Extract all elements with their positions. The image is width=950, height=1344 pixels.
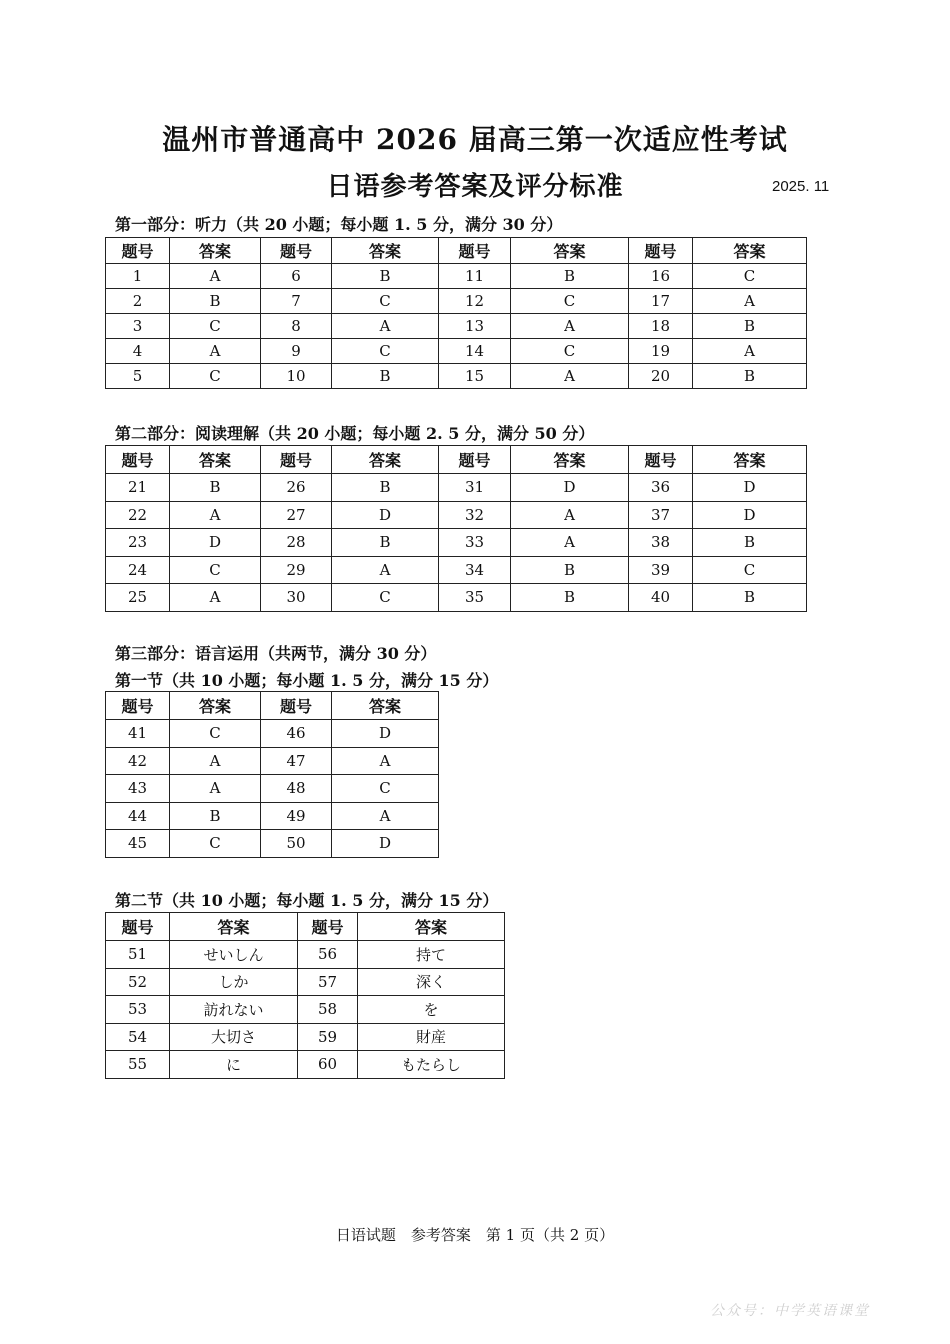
answer-cell: 深く xyxy=(358,968,505,996)
table-header-row xyxy=(106,692,439,720)
question-number-cell: 44 xyxy=(106,802,170,830)
question-number-cell: 41 xyxy=(106,720,170,748)
table-row xyxy=(106,941,505,969)
header-answer: 答案 xyxy=(170,238,261,264)
header-question-number: 题号 xyxy=(261,238,332,264)
header-answer: 答案 xyxy=(693,238,807,264)
question-number-cell: 10 xyxy=(261,364,332,389)
table-row xyxy=(106,556,807,584)
table-row xyxy=(106,289,807,314)
answer-cell: を xyxy=(358,996,505,1024)
answer-cell: A xyxy=(511,314,629,339)
table-row xyxy=(106,802,439,830)
question-number-cell: 39 xyxy=(629,556,693,584)
table-row xyxy=(106,584,807,612)
part2-heading: 第二部分：阅读理解（共 20 小题；每小题 2. 5 分，满分 50 分） xyxy=(115,424,595,443)
question-number-cell: 58 xyxy=(298,996,358,1024)
answer-cell: 訪れない xyxy=(170,996,298,1024)
answer-cell: C xyxy=(511,289,629,314)
table-row xyxy=(106,747,439,775)
answer-cell: C xyxy=(170,556,261,584)
header-answer: 答案 xyxy=(511,238,629,264)
question-number-cell: 37 xyxy=(629,501,693,529)
table-row xyxy=(106,314,807,339)
answer-cell: B xyxy=(693,314,807,339)
question-number-cell: 8 xyxy=(261,314,332,339)
answer-cell: C xyxy=(332,584,439,612)
answer-cell: B xyxy=(693,364,807,389)
answer-cell: A xyxy=(332,556,439,584)
answer-cell: B xyxy=(170,474,261,502)
table-row xyxy=(106,264,807,289)
answer-cell: もたらし xyxy=(358,1051,505,1079)
watermark: 公众号：中学英语课堂 xyxy=(710,1303,870,1319)
question-number-cell: 13 xyxy=(439,314,511,339)
question-number-cell: 35 xyxy=(439,584,511,612)
answer-cell: A xyxy=(511,364,629,389)
question-number-cell: 9 xyxy=(261,339,332,364)
answer-cell: A xyxy=(332,314,439,339)
header-question-number: 题号 xyxy=(629,446,693,474)
table-row xyxy=(106,1023,505,1051)
question-number-cell: 23 xyxy=(106,529,170,557)
question-number-cell: 29 xyxy=(261,556,332,584)
table-header-row xyxy=(106,913,505,941)
question-number-cell: 15 xyxy=(439,364,511,389)
table-row xyxy=(106,529,807,557)
question-number-cell: 36 xyxy=(629,474,693,502)
question-number-cell: 55 xyxy=(106,1051,170,1079)
question-number-cell: 30 xyxy=(261,584,332,612)
question-number-cell: 56 xyxy=(298,941,358,969)
question-number-cell: 6 xyxy=(261,264,332,289)
answer-cell: A xyxy=(511,501,629,529)
table-row xyxy=(106,364,807,389)
answer-cell: B xyxy=(332,364,439,389)
header-question-number: 题号 xyxy=(439,446,511,474)
answer-cell: A xyxy=(170,264,261,289)
answer-cell: 財産 xyxy=(358,1023,505,1051)
answer-cell: A xyxy=(170,501,261,529)
part3-section2-heading: 第二节（共 10 小题；每小题 1. 5 分，满分 15 分） xyxy=(115,891,499,910)
table-row xyxy=(106,996,505,1024)
question-number-cell: 1 xyxy=(106,264,170,289)
answer-cell: D xyxy=(693,501,807,529)
question-number-cell: 46 xyxy=(261,720,332,748)
table-row xyxy=(106,339,807,364)
question-number-cell: 14 xyxy=(439,339,511,364)
question-number-cell: 52 xyxy=(106,968,170,996)
part2-answer-table xyxy=(105,445,807,612)
answer-cell: B xyxy=(693,584,807,612)
header-question-number: 题号 xyxy=(106,692,170,720)
answer-cell: B xyxy=(170,289,261,314)
answer-cell: に xyxy=(170,1051,298,1079)
question-number-cell: 54 xyxy=(106,1023,170,1051)
header-question-number: 题号 xyxy=(439,238,511,264)
answer-cell: B xyxy=(332,529,439,557)
table-row xyxy=(106,775,439,803)
header-answer: 答案 xyxy=(693,446,807,474)
answer-cell: A xyxy=(332,802,439,830)
part3-section1-answer-table xyxy=(105,691,439,858)
table-row xyxy=(106,474,807,502)
answer-cell: 大切さ xyxy=(170,1023,298,1051)
answer-cell: A xyxy=(170,339,261,364)
table-header-row xyxy=(106,446,807,474)
answer-cell: B xyxy=(693,529,807,557)
question-number-cell: 45 xyxy=(106,830,170,858)
question-number-cell: 16 xyxy=(629,264,693,289)
answer-cell: C xyxy=(693,264,807,289)
part3-section1-heading: 第一节（共 10 小题；每小题 1. 5 分，满分 15 分） xyxy=(115,671,499,690)
answer-cell: A xyxy=(170,584,261,612)
header-question-number: 题号 xyxy=(629,238,693,264)
answer-cell: B xyxy=(511,556,629,584)
part3-heading: 第三部分：语言运用（共两节，满分 30 分） xyxy=(115,644,437,663)
table-row xyxy=(106,501,807,529)
header-question-number: 题号 xyxy=(298,913,358,941)
question-number-cell: 20 xyxy=(629,364,693,389)
question-number-cell: 7 xyxy=(261,289,332,314)
question-number-cell: 32 xyxy=(439,501,511,529)
question-number-cell: 57 xyxy=(298,968,358,996)
answer-cell: B xyxy=(511,584,629,612)
answer-cell: C xyxy=(170,830,261,858)
answer-cell: C xyxy=(511,339,629,364)
question-number-cell: 3 xyxy=(106,314,170,339)
answer-cell: せいしん xyxy=(170,941,298,969)
answer-cell: B xyxy=(170,802,261,830)
question-number-cell: 24 xyxy=(106,556,170,584)
header-question-number: 题号 xyxy=(261,446,332,474)
question-number-cell: 27 xyxy=(261,501,332,529)
question-number-cell: 22 xyxy=(106,501,170,529)
question-number-cell: 11 xyxy=(439,264,511,289)
answer-cell: B xyxy=(511,264,629,289)
question-number-cell: 5 xyxy=(106,364,170,389)
answer-cell: A xyxy=(693,339,807,364)
header-answer: 答案 xyxy=(170,913,298,941)
answer-cell: D xyxy=(511,474,629,502)
question-number-cell: 28 xyxy=(261,529,332,557)
answer-cell: C xyxy=(170,314,261,339)
page-title: 温州市普通高中 2026 届高三第一次适应性考试 xyxy=(162,123,788,156)
header-answer: 答案 xyxy=(332,238,439,264)
header-answer: 答案 xyxy=(358,913,505,941)
question-number-cell: 51 xyxy=(106,941,170,969)
answer-cell: C xyxy=(332,289,439,314)
answer-cell: A xyxy=(170,775,261,803)
part1-answer-table xyxy=(105,237,807,389)
answer-cell: C xyxy=(170,364,261,389)
question-number-cell: 59 xyxy=(298,1023,358,1051)
answer-cell: D xyxy=(170,529,261,557)
table-row xyxy=(106,720,439,748)
header-answer: 答案 xyxy=(332,446,439,474)
question-number-cell: 50 xyxy=(261,830,332,858)
answer-cell: C xyxy=(332,775,439,803)
table-row xyxy=(106,968,505,996)
header-answer: 答案 xyxy=(511,446,629,474)
header-answer: 答案 xyxy=(170,692,261,720)
answer-cell: D xyxy=(332,720,439,748)
question-number-cell: 17 xyxy=(629,289,693,314)
question-number-cell: 40 xyxy=(629,584,693,612)
question-number-cell: 21 xyxy=(106,474,170,502)
answer-cell: D xyxy=(693,474,807,502)
question-number-cell: 18 xyxy=(629,314,693,339)
page-footer: 日语试题 参考答案 第 1 页（共 2 页） xyxy=(335,1226,615,1244)
answer-cell: 持て xyxy=(358,941,505,969)
answer-cell: A xyxy=(693,289,807,314)
question-number-cell: 60 xyxy=(298,1051,358,1079)
question-number-cell: 2 xyxy=(106,289,170,314)
answer-cell: C xyxy=(332,339,439,364)
question-number-cell: 25 xyxy=(106,584,170,612)
table-header-row xyxy=(106,238,807,264)
table-row xyxy=(106,1051,505,1079)
question-number-cell: 48 xyxy=(261,775,332,803)
question-number-cell: 26 xyxy=(261,474,332,502)
answer-cell: B xyxy=(332,264,439,289)
header-question-number: 题号 xyxy=(106,913,170,941)
header-question-number: 题号 xyxy=(106,446,170,474)
answer-cell: しか xyxy=(170,968,298,996)
page-subtitle: 日语参考答案及评分标准 xyxy=(326,172,624,202)
answer-cell: C xyxy=(170,720,261,748)
document-date: 2025. 11 xyxy=(772,178,830,195)
question-number-cell: 53 xyxy=(106,996,170,1024)
question-number-cell: 38 xyxy=(629,529,693,557)
part1-heading: 第一部分：听力（共 20 小题；每小题 1. 5 分，满分 30 分） xyxy=(115,215,563,234)
question-number-cell: 47 xyxy=(261,747,332,775)
table-row xyxy=(106,830,439,858)
header-answer: 答案 xyxy=(332,692,439,720)
answer-cell: C xyxy=(693,556,807,584)
question-number-cell: 43 xyxy=(106,775,170,803)
question-number-cell: 34 xyxy=(439,556,511,584)
question-number-cell: 19 xyxy=(629,339,693,364)
question-number-cell: 33 xyxy=(439,529,511,557)
answer-cell: B xyxy=(332,474,439,502)
question-number-cell: 31 xyxy=(439,474,511,502)
answer-cell: A xyxy=(332,747,439,775)
question-number-cell: 12 xyxy=(439,289,511,314)
answer-cell: D xyxy=(332,501,439,529)
question-number-cell: 49 xyxy=(261,802,332,830)
part3-section2-answer-table xyxy=(105,912,505,1079)
answer-cell: D xyxy=(332,830,439,858)
header-question-number: 题号 xyxy=(261,692,332,720)
answer-cell: A xyxy=(170,747,261,775)
question-number-cell: 42 xyxy=(106,747,170,775)
header-answer: 答案 xyxy=(170,446,261,474)
answer-cell: A xyxy=(511,529,629,557)
question-number-cell: 4 xyxy=(106,339,170,364)
header-question-number: 题号 xyxy=(106,238,170,264)
